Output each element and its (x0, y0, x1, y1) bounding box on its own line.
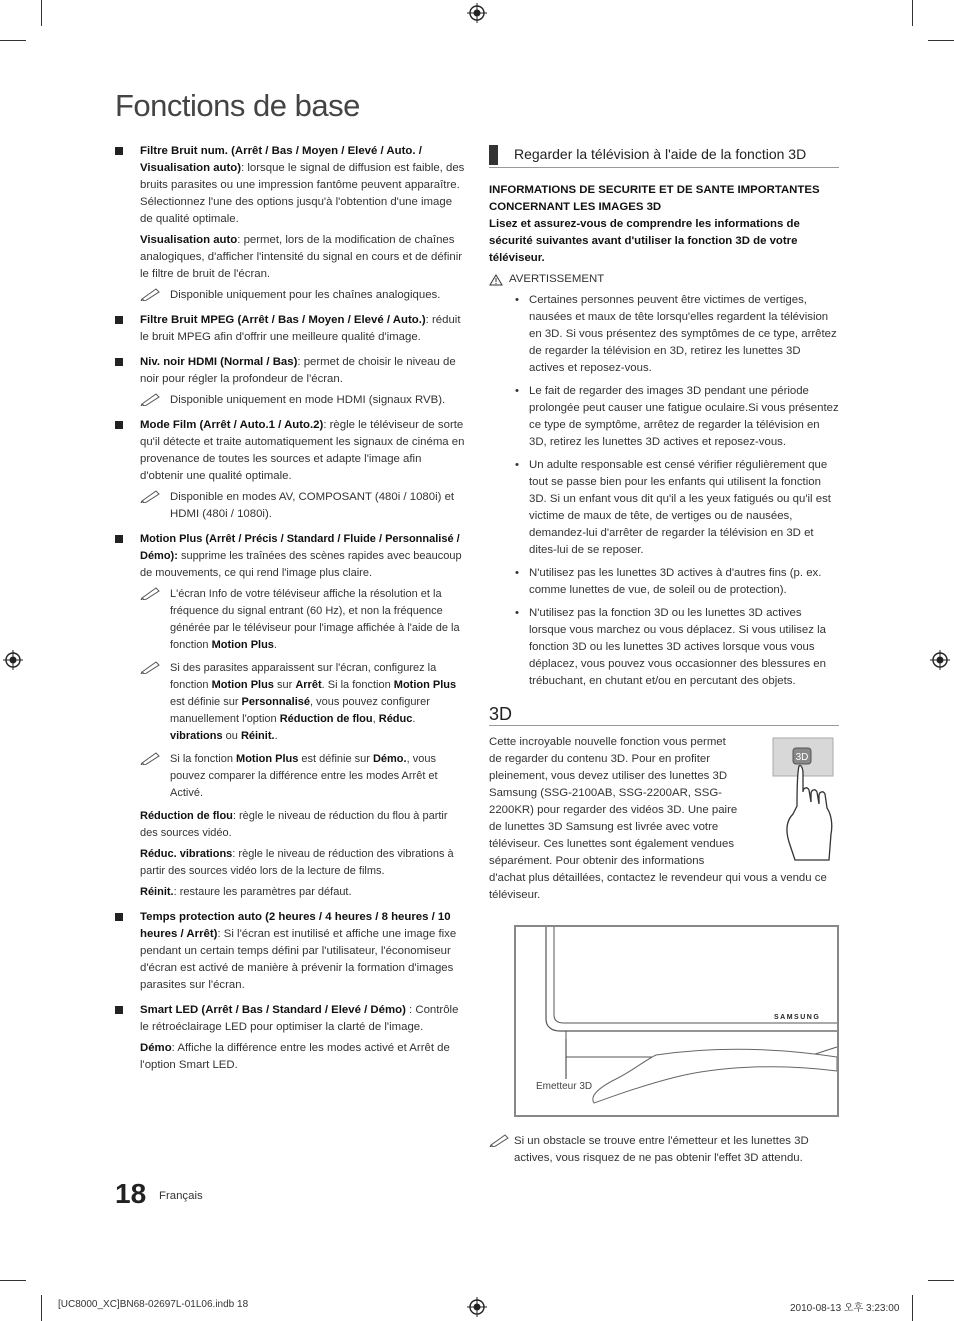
intro-3d-text: Cette incroyable nouvelle fonction vous permet de regarder du contenu 3D. Pour en profiter pleinement, vous devez utiliser des lunettes 3D Samsung (SSG-2100AB, SSG-2200AR, SSG-2200KR) pour regarder des vidéos 3D. Une paire de lunettes 3D Samsung est livrée avec votre téléviseur. Ces lunettes sont également vendues séparément. Pour obtenir des informations d'achat plus détaillées, contactez le revendeur qui vous a vendu ce téléviseur. (489, 736, 827, 901)
menu-item-mode-film (115, 417, 467, 523)
sub-title: Réduc. vibrations (140, 848, 233, 860)
safety-heading: INFORMATIONS DE SECURITE ET DE SANTE IMPORTANTES CONCERNANT LES IMAGES 3D (489, 184, 820, 213)
item-text: : Si l'écran est inutilisé et affiche une image fixe pendant un certain temps défini par l'utilisateur, l'économiseur d'écran est activé de manière à prévenir la formation d'images parasites sur l'écran. (140, 928, 457, 991)
note-pencil-icon (140, 392, 162, 406)
note-bold: Motion Plus (211, 679, 274, 691)
registration-mark-icon (3, 650, 23, 670)
bullet-square-icon (115, 535, 123, 543)
note-pencil-icon (140, 489, 162, 503)
sub-text: : règle le niveau de réduction des vibrations à partir des sources vidéo lors de la lecture de films. (140, 848, 454, 877)
crop-mark (41, 0, 42, 26)
section-title: Regarder la télévision à l'aide de la fonction 3D (514, 146, 807, 162)
crop-mark (912, 1295, 913, 1321)
emitter-label: Emetteur 3D (536, 1081, 593, 1092)
note (140, 586, 467, 654)
menu-item-filtre-bruit-num (115, 143, 467, 304)
warning-text: N'utilisez pas la fonction 3D ou les lunettes 3D actives lorsque vous marchez ou vous déplacez. Si vous utilisez la fonction 3D ou les lunettes 3D actives lorsque vous vous déplacez, vous pouvez vous occasionner des blessures en trébuchant, en chutant et/ou en percutant des objets. (529, 607, 826, 687)
bullet-square-icon (115, 147, 123, 155)
note (140, 660, 467, 745)
item-title: Filtre Bruit MPEG (Arrêt / Bas / Moyen / Elevé / Auto.) (140, 314, 426, 326)
crop-mark (0, 1280, 26, 1281)
safety-intro: Lisez et assurez-vous de comprendre les informations de sécurité suivantes avant d'utiliser la fonction 3D de votre téléviseur. (489, 218, 800, 264)
left-column (115, 143, 467, 1082)
note-text: . (412, 713, 416, 725)
registration-mark-icon (467, 3, 487, 23)
note-text: , (372, 713, 379, 725)
note-text: , vous pouvez comparer la différence entre les modes Arrêt et Activé. (170, 753, 438, 799)
item-text: : réduit le bruit MPEG afin d'offrir une meilleure qualité d'image. (140, 314, 461, 343)
note-bold: Motion Plus (236, 753, 299, 765)
bullet-square-icon (115, 316, 123, 324)
note-text: sur (273, 679, 296, 691)
note (140, 392, 467, 409)
bullet-dot-icon: • (515, 385, 519, 397)
item-title: Temps protection auto (2 heures / 4 heures / 8 heures / 10 heures / Arrêt) (140, 911, 451, 940)
right-column (489, 143, 839, 904)
note-pencil-icon (140, 660, 162, 674)
warning-list-item (489, 565, 839, 599)
sub-title: Visualisation auto (140, 234, 238, 246)
note-bold: Démo. (372, 753, 407, 765)
tv-drawing (516, 927, 837, 1115)
note-pencil-icon (140, 586, 162, 600)
item-title: Motion Plus (Arrêt / Précis / Standard / Fluide / Personnalisé / Démo): (140, 533, 460, 562)
note-bold: Réinit. (240, 730, 275, 742)
crop-mark (41, 1295, 42, 1321)
warning-text: N'utilisez pas les lunettes 3D actives à d'autres fins (p. ex. comme lunettes de vue, de soleil ou de protection). (529, 567, 822, 596)
note-text: Disponible uniquement pour les chaînes analogiques. (170, 289, 441, 301)
item-title: Mode Film (Arrêt / Auto.1 / Auto.2) (140, 419, 324, 431)
page-title: Fonctions de base (115, 88, 360, 123)
item-text: : règle le téléviseur de sorte qu'il détecte et traite automatiquement les signaux de cinéma en provenance de toutes les sources et adapte l'image afin d'obtenir une qualité optimale. (140, 419, 465, 482)
note-bold: vibrations (170, 730, 223, 742)
page-number: 18 (115, 1178, 147, 1209)
note-text: Disponible en modes AV, COMPOSANT (480i / 1080i) et HDMI (480i / 1080i). (170, 491, 455, 520)
note-text: Disponible uniquement en mode HDMI (signaux RVB). (170, 394, 446, 406)
sub-text: : permet, lors de la modification de chaînes analogiques, d'afficher l'intensité du signal en cours et de définir le filtre de bruit de l'écran. (140, 234, 463, 280)
bullet-square-icon (115, 358, 123, 366)
tv-illustration (514, 925, 839, 1117)
button-3d-label: 3D (795, 752, 809, 763)
warning-text: Certaines personnes peuvent être victimes de vertiges, nausées et maux de tête lorsqu'elles regardent la télévision en 3D. Si vous présentez des symptômes de ce type, arrêtez de regarder la télévision en 3D, retirez les lunettes 3D actives et reposez-vous. (529, 294, 837, 374)
warning-list-item (489, 292, 839, 377)
warning-text: Un adulte responsable est censé vérifier régulièrement que tout se passe bien pour les enfants qui utilisent la fonction 3D. Si un enfant vous dit qu'il a les yeux fatigués ou qu'il est victime de maux de tête, de vertiges ou de nausées, demandez-lui d'arrêter de regarder la télévision en 3D et dites-lui de se reposer. (529, 459, 831, 556)
bullet-square-icon (115, 913, 123, 921)
note-text: Si des parasites apparaissent sur l'écran, configurez la fonction (170, 662, 437, 691)
crop-mark (928, 1280, 954, 1281)
sub-title: Réinit. (140, 886, 174, 898)
sub-text: : restaure les paramètres par défaut. (173, 886, 352, 898)
note-bold: Arrêt (295, 679, 322, 691)
menu-item-smart-led (115, 1002, 467, 1074)
note-bold: Personnalisé (241, 696, 311, 708)
bullet-square-icon (115, 421, 123, 429)
note-pencil-icon (140, 751, 162, 765)
menu-item-filtre-bruit-mpeg (115, 312, 467, 346)
intro-3d-block (489, 734, 839, 904)
menu-item-motion-plus (115, 531, 467, 901)
note-text: . (274, 730, 278, 742)
note (140, 751, 467, 802)
note-text: L'écran Info de votre téléviseur affiche la résolution et la fréquence du signal entrant (60 Hz), et non la fréquence générée par le téléviseur pour l'image affichée à l'aide de la fonction (170, 588, 460, 651)
warning-list (489, 292, 839, 690)
bottom-note (489, 1133, 839, 1167)
bullet-dot-icon: • (515, 567, 519, 579)
sub-title: Démo (140, 1042, 172, 1054)
tv-brand-logo: SAMSUNG (774, 1014, 821, 1021)
note-bold: Motion Plus (211, 639, 274, 651)
bullet-square-icon (115, 1006, 123, 1014)
footer-file: [UC8000_XC]BN68-02697L-01L06.indb 18 (58, 1299, 249, 1310)
crop-mark (912, 0, 913, 26)
warning-list-item (489, 605, 839, 690)
item-title: Filtre Bruit num. (Arrêt / Bas / Moyen / Elevé / Auto. / Visualisation auto) (140, 145, 422, 174)
note-text: , vous pouvez configurer manuellement l'option (170, 696, 430, 725)
warning-row (489, 271, 839, 288)
item-text: : Contrôle le rétroéclairage LED pour optimiser la clarté de l'image. (140, 1004, 459, 1033)
page-language: Français (159, 1190, 203, 1202)
note (140, 489, 467, 523)
note-text: . Si la fonction (321, 679, 394, 691)
sub-text: : règle le niveau de réduction du flou à partir des sources vidéo. (140, 810, 448, 839)
section-heading (489, 143, 839, 168)
hand-pressing-3d-button-icon (747, 734, 837, 864)
note-bold: Réduc (378, 713, 413, 725)
warning-triangle-icon (489, 274, 503, 286)
menu-item-niv-noir-hdmi (115, 354, 467, 409)
registration-mark-icon (467, 1297, 487, 1317)
bullet-dot-icon: • (515, 607, 519, 619)
menu-item-temps-protection (115, 909, 467, 994)
warning-label: AVERTISSEMENT (509, 273, 605, 285)
item-text: : permet de choisir le niveau de noir pour régler la profondeur de l'écran. (140, 356, 456, 385)
note-text: . (273, 639, 277, 651)
registration-mark-icon (930, 650, 950, 670)
sub-title: Réduction de flou (140, 810, 233, 822)
item-title: Niv. noir HDMI (Normal / Bas) (140, 356, 298, 368)
note-text: ou (222, 730, 241, 742)
heading-bar (489, 145, 498, 165)
note-text: est définie sur (298, 753, 373, 765)
note (140, 287, 467, 304)
heading-3d: 3D (489, 706, 839, 726)
footer-date: 2010-08-13 오후 3:23:00 (790, 1303, 900, 1314)
note-pencil-icon (489, 1133, 511, 1147)
note-pencil-icon (140, 287, 162, 301)
note-text: est définie sur (170, 696, 242, 708)
note-text: Si la fonction (170, 753, 237, 765)
warning-list-item (489, 383, 839, 451)
warning-text: Le fait de regarder des images 3D pendant une période prolongée peut causer une fatigue oculaire.Si vous présentez ce type de symptôme, arrêtez de regarder la télévision en 3D, retirez les lunettes 3D actives et reposez-vous. (529, 385, 839, 448)
crop-mark (0, 40, 26, 41)
item-text: supprime les traînées des scènes rapides avec beaucoup de mouvements, ce qui rend l'image plus claire. (140, 550, 462, 579)
warning-list-item (489, 457, 839, 559)
note-bold: Réduction de flou (279, 713, 373, 725)
bullet-dot-icon: • (515, 294, 519, 306)
note-text: Si un obstacle se trouve entre l'émetteur et les lunettes 3D actives, vous risquez de ne pas obtenir l'effet 3D attendu. (514, 1135, 809, 1164)
item-title: Smart LED (Arrêt / Bas / Standard / Elevé / Démo) (140, 1004, 406, 1016)
note-bold: Motion Plus (393, 679, 457, 691)
crop-mark (928, 40, 954, 41)
sub-text: : Affiche la différence entre les modes activé et Arrêt de l'option Smart LED. (140, 1042, 450, 1071)
bullet-dot-icon: • (515, 459, 519, 471)
item-text: : lorsque le signal de diffusion est faible, des bruits parasites ou une impression fantôme peuvent apparaître. Sélectionnez l'une des options jusqu'à l'obtention d'une image de qualité optimale. (140, 162, 465, 225)
